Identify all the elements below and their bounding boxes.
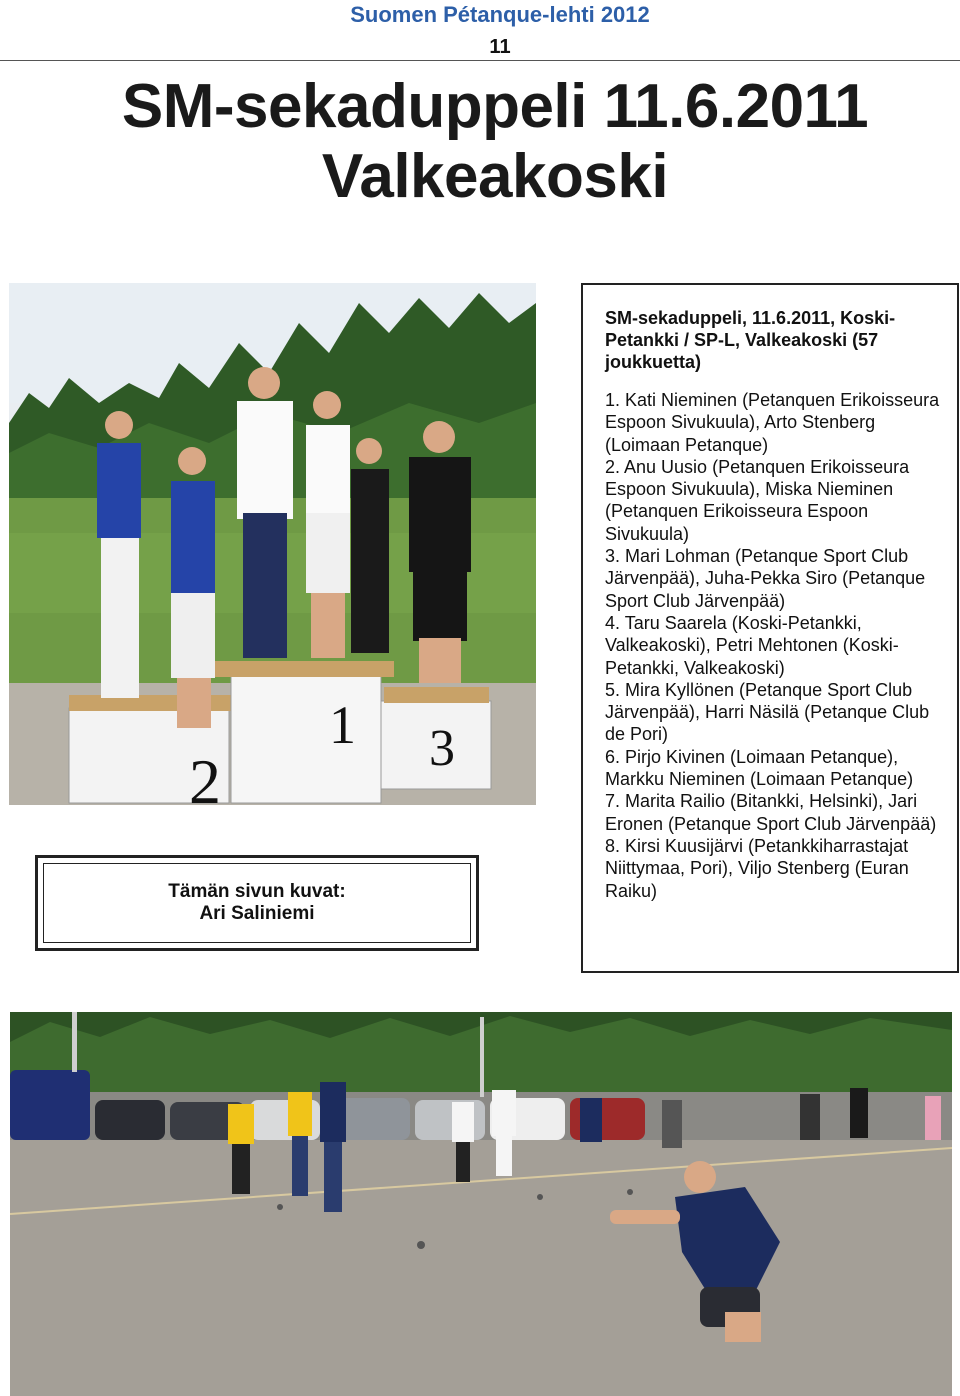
results-box	[581, 283, 959, 973]
result-item: 2. Anu Uusio (Petanquen Erikoisseura Espoon Sivukuula), Miska Nieminen (Petanquen Erikoisseura Espoon Sivukuula)	[605, 456, 910, 544]
header-divider	[0, 60, 960, 61]
photo-credit-name: Ari Saliniemi	[199, 903, 315, 924]
result-item: 3. Mari Lohman (Petanque Sport Club Järvenpää), Juha-Pekka Siro (Petanque Sport Club Järvenpää)	[605, 546, 926, 611]
game-photo	[10, 1012, 952, 1396]
podium-photo	[9, 283, 536, 805]
result-item: 4. Taru Saarela (Koski-Petankki, Valkeakoski), Petri Mehtonen (Koski-Petankki, Valkeakoski)	[605, 612, 899, 678]
result-item: 5. Mira Kyllönen (Petanque Sport Club Järvenpää), Harri Näsilä (Petanque Club de Pori)	[605, 679, 930, 745]
podium-number-1: 1	[329, 695, 356, 755]
results-heading: SM-sekaduppeli, 11.6.2011, Koski-Petankki / SP-L, Valkeakoski (57 joukkuetta)	[605, 308, 896, 372]
photo-credit-inner	[43, 863, 471, 943]
publication-title: Suomen Pétanque-lehti 2012	[350, 2, 650, 27]
page-number: 11	[489, 36, 511, 58]
article-title-line-1: SM-sekaduppeli 11.6.2011	[121, 72, 869, 141]
result-item: 8. Kirsi Kuusijärvi (Petankkiharrastajat Niittymaa, Pori), Viljo Stenberg (Euran Raiku)	[605, 835, 909, 901]
photo-credit-label: Tämän sivun kuvat:	[168, 881, 346, 902]
podium-number-2: 2	[189, 746, 221, 805]
result-item: 1. Kati Nieminen (Petanquen Erikoisseura Espoon Sivukuula), Arto Stenberg (Loimaan Petanque)	[605, 390, 940, 455]
article-title	[0, 72, 960, 212]
results-list	[605, 389, 947, 902]
result-item: 6. Pirjo Kivinen (Loimaan Petanque), Markku Nieminen (Loimaan Petanque)	[605, 746, 914, 790]
podium-number-3: 3	[429, 720, 455, 777]
photo-credit-box	[35, 855, 479, 951]
result-item: 7. Marita Railio (Bitankki, Helsinki), Jari Eronen (Petanque Sport Club Järvenpää)	[605, 791, 937, 834]
article-title-line-2: Valkeakoski	[321, 142, 669, 211]
